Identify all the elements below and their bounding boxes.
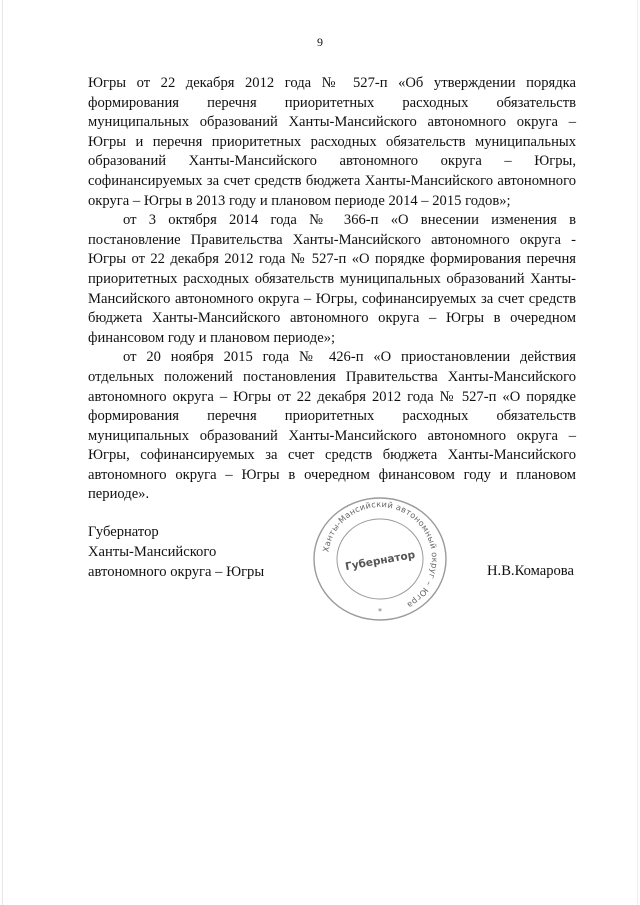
seal-center-text: Губернатор [344,548,417,574]
page-number: 9 [317,35,323,49]
document-body [88,74,576,505]
scan-edge-left [2,0,3,905]
scan-edge-right [637,0,638,905]
signatory-title [88,522,264,582]
paragraph-continuation: Югры от 22 декабря 2012 года № 527-п «Об утверждении порядка формирования перечня приоритетных расходных обязательств муниципальных образований Ханты-Мансийского автономного округа – Югры и перечня приоритетных расходных обязательств муниципальных образований Ханты-Мансийского автономного округа – Югры, софинансируемых за счет средств бюджета Ханты-Мансийского автономного округа – Югры в 2013 году и плановом периоде 2014 – 2015 годов»; [88,75,576,209]
signatory-title-line: автономного округа – Югры [88,564,265,580]
official-seal-stamp [310,494,450,624]
signatory-name: Н.В.Комарова [487,563,574,579]
seal-ring-text: Ханты-Мансийский автономный округ – Югра [320,498,441,611]
signatory-title-line: Ханты-Мансийского [88,544,217,560]
paragraph-resolution-366: от 3 октября 2014 года № 366-п «О внесении изменения в постановление Правительства Ханты-Мансийского автономного округа - Югры от 22 декабря 2012 года № 527-п «О порядке формирования перечня приоритетных расходных обязательств муниципальных образований Ханты-Мансийского автономного округа – Югры, софинансируемых за счет средств бюджета Ханты-Мансийского автономного округа – Югры в очередном финансовом году и плановом периоде»; [88,212,576,346]
paragraph-resolution-426: от 20 ноября 2015 года № 426-п «О приостановлении действия отдельных положений постановления Правительства Ханты-Мансийского автономного округа – Югры от 22 декабря 2012 года № 527-п «О порядке формирования перечня приоритетных расходных обязательств муниципальных образований Ханты-Мансийского автономного округа – Югры, софинансируемых за счет средств бюджета Ханты-Мансийского автономного округа – Югры в очередном финансовом году и плановом периоде». [88,349,576,503]
signatory-title-line: Губернатор [88,524,159,540]
seal-star-icon: * [378,607,382,616]
